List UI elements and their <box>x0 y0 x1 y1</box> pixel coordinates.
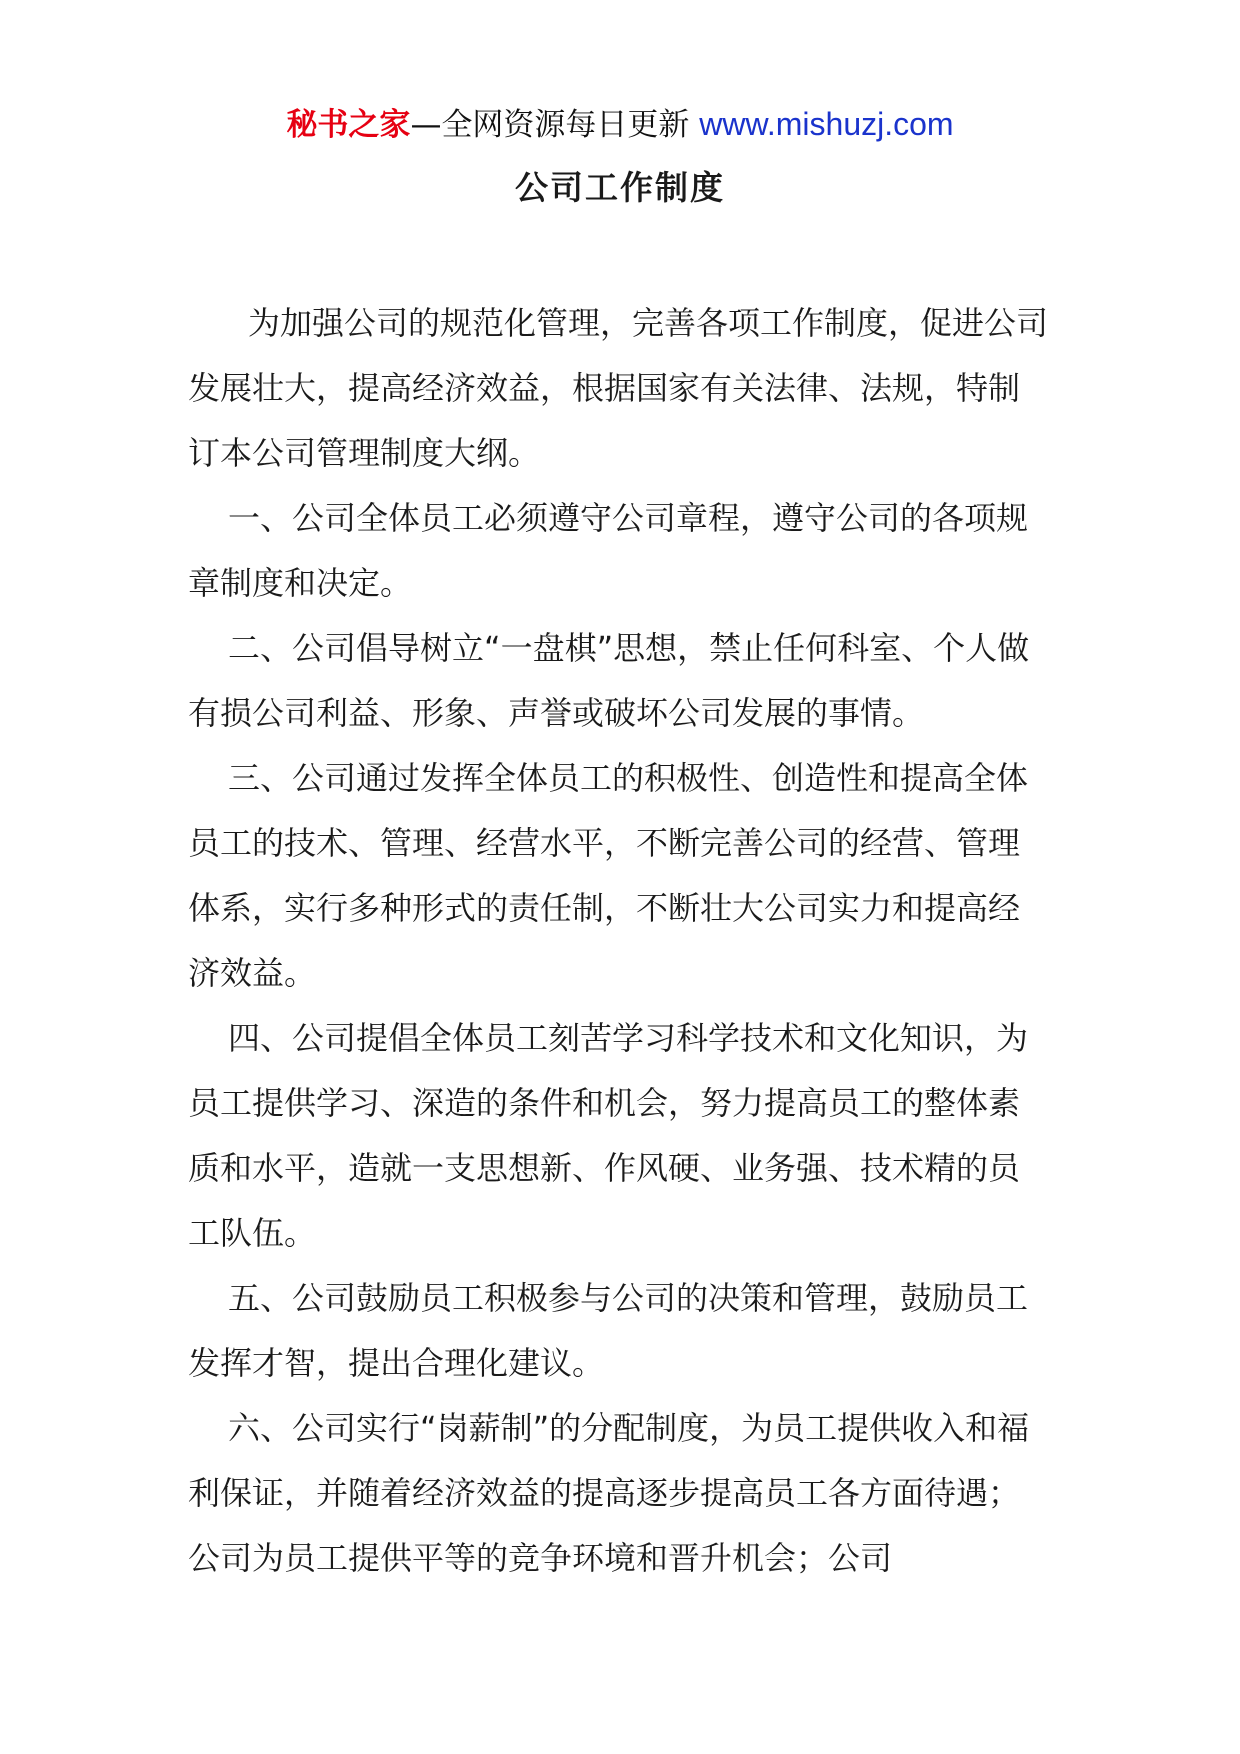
article-5-paragraph: 五、公司鼓励员工积极参与公司的决策和管理，鼓励员工发挥才智，提出合理化建议。 <box>188 1279 1029 1382</box>
article-1-paragraph: 一、公司全体员工必须遵守公司章程，遵守公司的各项规章制度和决定。 <box>188 499 1029 602</box>
brand-name: 秘书之家 <box>286 107 411 143</box>
document-body <box>188 291 1048 1591</box>
site-url-link[interactable]: www.mishuzj.com <box>699 106 954 142</box>
article-4-paragraph: 四、公司提倡全体员工刻苦学习科学技术和文化知识，为员工提供学习、深造的条件和机会，努力提高员工的整体素质和水平，造就一支思想新、作风硬、业务强、技术精的员工队伍。 <box>188 1019 1029 1252</box>
header-tagline: —全网资源每日更新 <box>410 107 700 143</box>
article-6-paragraph: 六、公司实行“岗薪制”的分配制度，为员工提供收入和福利保证，并随着经济效益的提高逐步提高员工各方面待遇；公司为员工提供平等的竞争环境和晋升机会；公司 <box>188 1409 1030 1577</box>
site-header <box>0 100 1240 149</box>
intro-paragraph: 为加强公司的规范化管理，完善各项工作制度，促进公司发展壮大，提高经济效益，根据国家有关法律、法规，特制订本公司管理制度大纲。 <box>188 304 1049 472</box>
article-3-paragraph: 三、公司通过发挥全体员工的积极性、创造性和提高全体员工的技术、管理、经营水平，不断完善公司的经营、管理体系，实行多种形式的责任制，不断壮大公司实力和提高经济效益。 <box>188 759 1029 992</box>
document-title: 公司工作制度 <box>515 168 725 207</box>
article-2-paragraph: 二、公司倡导树立“一盘棋”思想，禁止任何科室、个人做有损公司利益、形象、声誉或破坏公司发展的事情。 <box>188 629 1030 732</box>
